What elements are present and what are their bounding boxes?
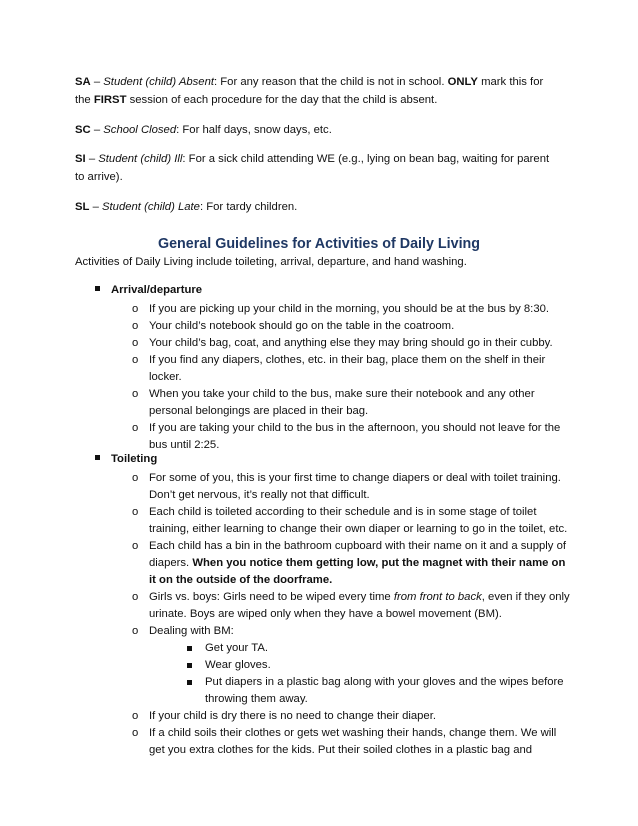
circle-bullet-icon: o [132,303,139,315]
circle-bullet-icon: o [132,337,139,349]
list-item: Get your TA. [187,640,572,657]
list-item: o If you find any diapers, clothes, etc. in their bag, place them on the shelf in their locker. [132,354,546,383]
arrival-heading: Arrival/departure [95,284,202,296]
circle-bullet-icon: o [132,388,139,400]
list-item: o Each child has a bin in the bathroom cupboard with their name on it and a supply of diapers. When you notice them getting low, put the magnet with their name on it on the outside of the doorframe. [132,540,566,586]
square-bullet-icon [95,286,100,291]
circle-bullet-icon: o [132,540,139,552]
circle-bullet-icon: o [132,625,139,637]
square-bullet-icon [187,646,192,651]
arrival-list [132,301,572,454]
list-item: Put diapers in a plastic bag along with your gloves and the wipes before throwing them away. [187,674,572,708]
list-item: o If your child is dry there is no need to change their diaper. [132,708,572,725]
definition-si: SI – Student (child) Ill: For a sick child attending WE (e.g., lying on bean bag, waiting for parent to arrive). [75,153,550,183]
circle-bullet-icon: o [132,320,139,332]
toileting-list [132,470,572,759]
circle-bullet-icon: o [132,472,139,484]
toileting-heading: Toileting [95,453,157,465]
list-item: o If you are taking your child to the bus in the afternoon, you should not leave for the bus until 2:25. [132,422,561,451]
square-bullet-icon [187,663,192,668]
list-item: Wear gloves. [187,657,572,674]
square-bullet-icon [187,680,192,685]
intro-text: Activities of Daily Living include toileting, arrival, departure, and hand washing. [75,256,467,268]
list-item: o Girls vs. boys: Girls need to be wiped every time from front to back, even if they only urinate. Boys are wiped only when they have a bowel movement (BM). [132,591,570,620]
bm-steps-list [149,640,572,708]
circle-bullet-icon: o [132,422,139,434]
circle-bullet-icon: o [132,506,139,518]
list-item: o Dealing with BM: Get your TA. Wear gloves. Put diapers in a plastic bag along with your gloves and the wipes before throwing them away. [132,623,572,708]
circle-bullet-icon: o [132,354,139,366]
list-item: o Your child’s notebook should go on the table in the coatroom. [132,318,572,335]
list-item: o If you are picking up your child in the morning, you should be at the bus by 8:30. [132,301,572,318]
list-item: o If a child soils their clothes or gets wet washing their hands, change them. We will get you extra clothes for the kids. Put their soiled clothes in a plastic bag and [132,727,557,756]
circle-bullet-icon: o [132,727,139,739]
circle-bullet-icon: o [132,710,139,722]
list-item: o Each child is toileted according to their schedule and is in some stage of toilet training, either learning to change their own diaper or learning to go in the toilet, etc. [132,506,568,535]
list-item: o When you take your child to the bus, make sure their notebook and any other personal belongings are placed in their bag. [132,388,535,417]
circle-bullet-icon: o [132,591,139,603]
definition-sa: SA – Student (child) Absent: For any reason that the child is not in school. ONLY mark this for the FIRST session of each procedure for the day that the child is absent. [75,76,544,106]
definition-sc: SC – School Closed: For half days, snow days, etc. [75,124,332,136]
square-bullet-icon [95,455,100,460]
definition-sl: SL – Student (child) Late: For tardy children. [75,201,298,213]
list-item: o For some of you, this is your first time to change diapers or deal with toilet training. Don’t get nervous, it’s really not that difficult. [132,472,561,501]
list-item: o Your child’s bag, coat, and anything else they may bring should go in their cubby. [132,335,572,352]
section-title: General Guidelines for Activities of Daily Living [157,236,481,252]
